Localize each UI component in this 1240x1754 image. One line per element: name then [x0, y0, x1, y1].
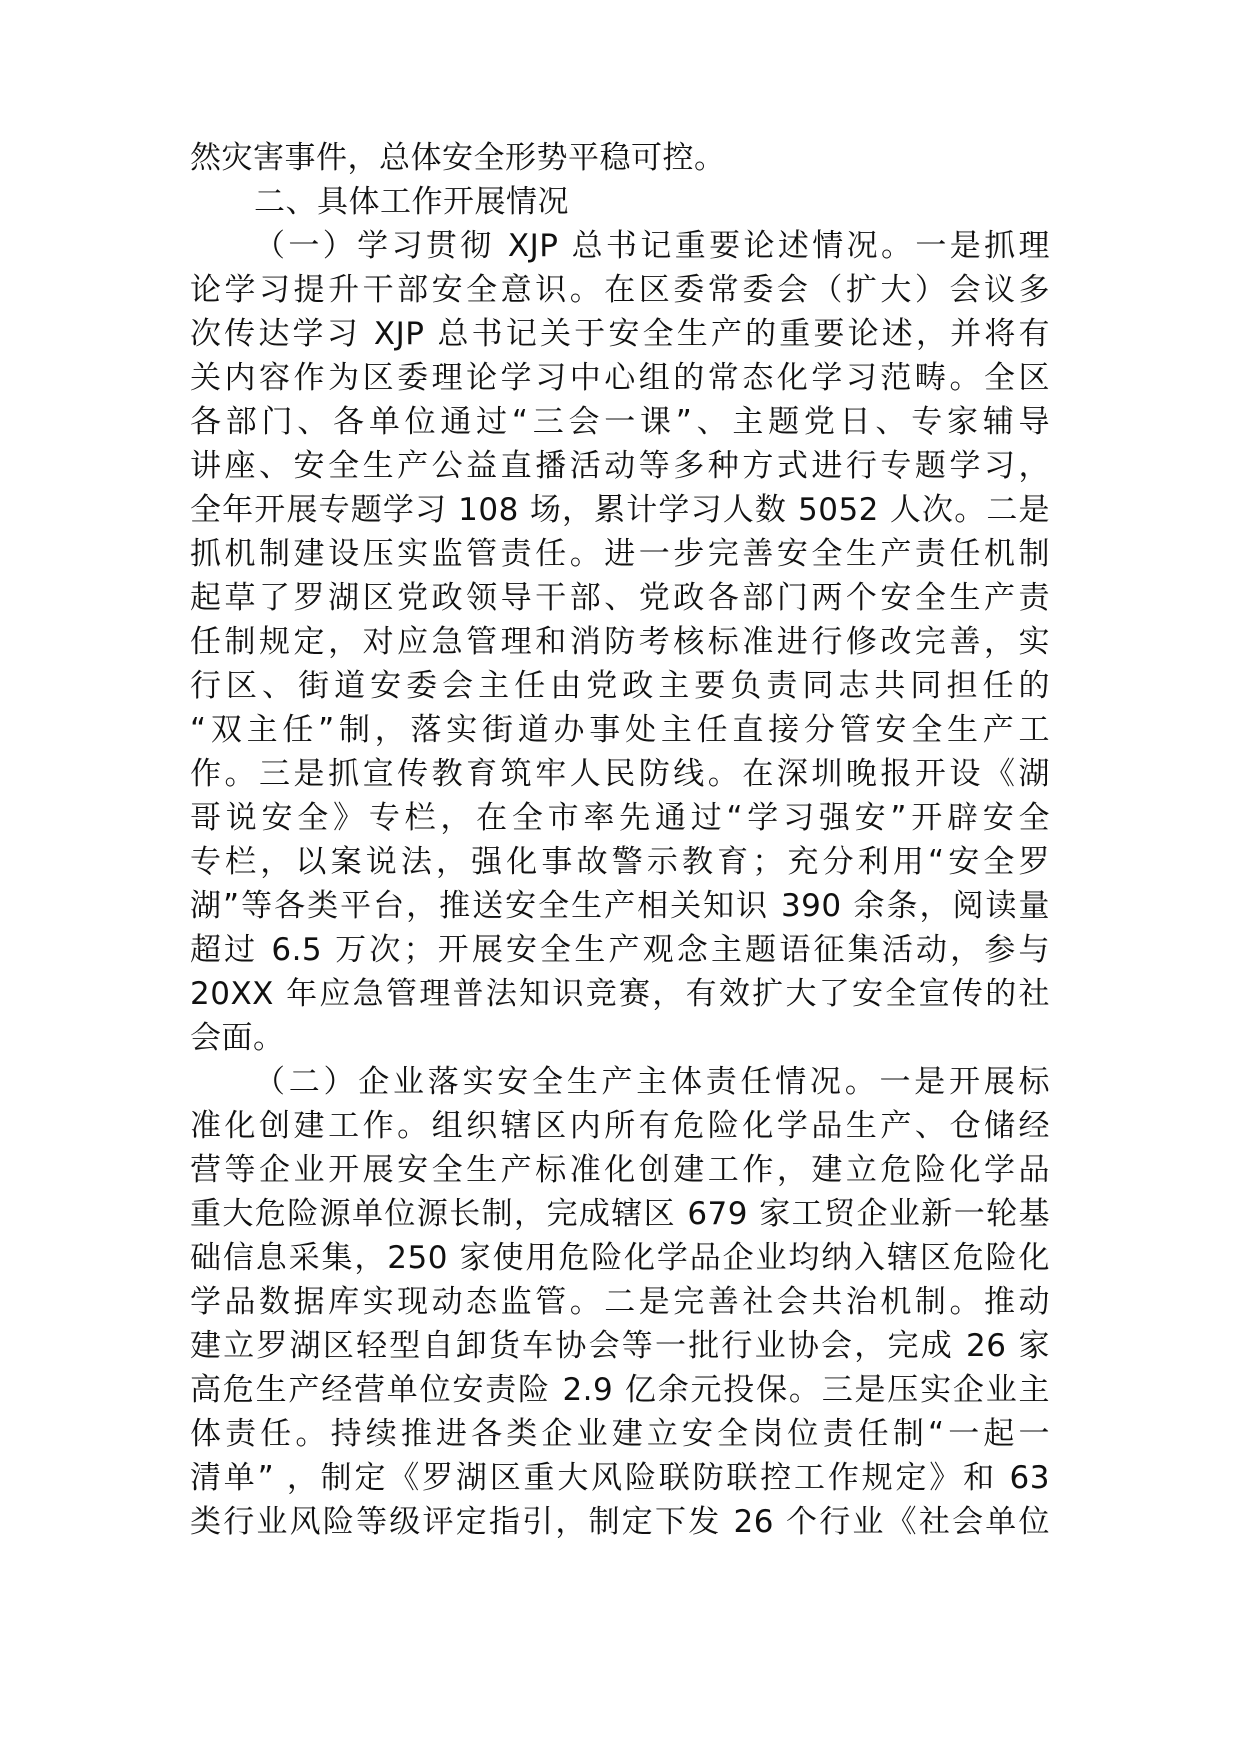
text-line: 重大危险源单位源长制，完成辖区 679 家工贸企业新一轮基 [190, 1196, 1050, 1232]
text-line: 超过 6.5 万次；开展安全生产观念主题语征集活动，参与 [190, 932, 1050, 968]
subsection-heading-line: （一）学习贯彻 XJP 总书记重要论述情况。一是抓理 [254, 228, 1050, 264]
section-heading: 二、具体工作开展情况 [254, 184, 569, 220]
subsection-heading-line: （二）企业落实安全生产主体责任情况。一是开展标 [254, 1064, 1050, 1100]
text-line: 起草了罗湖区党政领导干部、党政各部门两个安全生产责 [190, 580, 1050, 616]
text-line: 讲座、安全生产公益直播活动等多种方式进行专题学习， [190, 448, 1050, 484]
text-line: 然灾害事件，总体安全形势平稳可控。 [190, 140, 726, 176]
text-line: 高危生产经营单位安责险 2.9 亿余元投保。三是压实企业主 [190, 1372, 1050, 1408]
text-line: “双主任”制，落实街道办事处主任直接分管安全生产工 [190, 712, 1050, 748]
text-line: 全年开展专题学习 108 场，累计学习人数 5052 人次。二是 [190, 492, 1050, 528]
text-line: 次传达学习 XJP 总书记关于安全生产的重要论述，并将有 [190, 316, 1050, 352]
text-line: 营等企业开展安全生产标准化创建工作，建立危险化学品 [190, 1152, 1050, 1188]
text-line: 哥说安全》专栏，在全市率先通过“学习强安”开辟安全 [190, 800, 1050, 836]
text-line: 会面。 [190, 1020, 285, 1056]
text-line: 清单” ，制定《罗湖区重大风险联防联控工作规定》和 63 [190, 1460, 1050, 1496]
text-line: 各部门、各单位通过“三会一课”、主题党日、专家辅导 [190, 404, 1050, 440]
text-line: 作。三是抓宣传教育筑牢人民防线。在深圳晚报开设《湖 [190, 756, 1050, 792]
text-line: 行区、街道安委会主任由党政主要负责同志共同担任的 [190, 668, 1050, 704]
text-line: 类行业风险等级评定指引，制定下发 26 个行业《社会单位 [190, 1504, 1050, 1540]
text-line: 抓机制建设压实监管责任。进一步完善安全生产责任机制 [190, 536, 1050, 572]
text-line: 建立罗湖区轻型自卸货车协会等一批行业协会，完成 26 家 [190, 1328, 1050, 1364]
text-line: 专栏，以案说法，强化事故警示教育；充分利用“安全罗 [190, 844, 1050, 880]
text-line: 湖”等各类平台，推送安全生产相关知识 390 余条，阅读量 [190, 888, 1050, 924]
text-line: 论学习提升干部安全意识。在区委常委会（扩大）会议多 [190, 272, 1050, 308]
text-line: 20XX 年应急管理普法知识竞赛，有效扩大了安全宣传的社 [190, 976, 1050, 1012]
text-line: 准化创建工作。组织辖区内所有危险化学品生产、仓储经 [190, 1108, 1050, 1144]
text-line: 学品数据库实现动态监管。二是完善社会共治机制。推动 [190, 1284, 1050, 1320]
text-line: 础信息采集，250 家使用危险化学品企业均纳入辖区危险化 [190, 1240, 1050, 1276]
text-line: 体责任。持续推进各类企业建立安全岗位责任制“一起一 [190, 1416, 1050, 1452]
text-line: 任制规定，对应急管理和消防考核标准进行修改完善，实 [190, 624, 1050, 660]
text-line: 关内容作为区委理论学习中心组的常态化学习范畴。全区 [190, 360, 1050, 396]
